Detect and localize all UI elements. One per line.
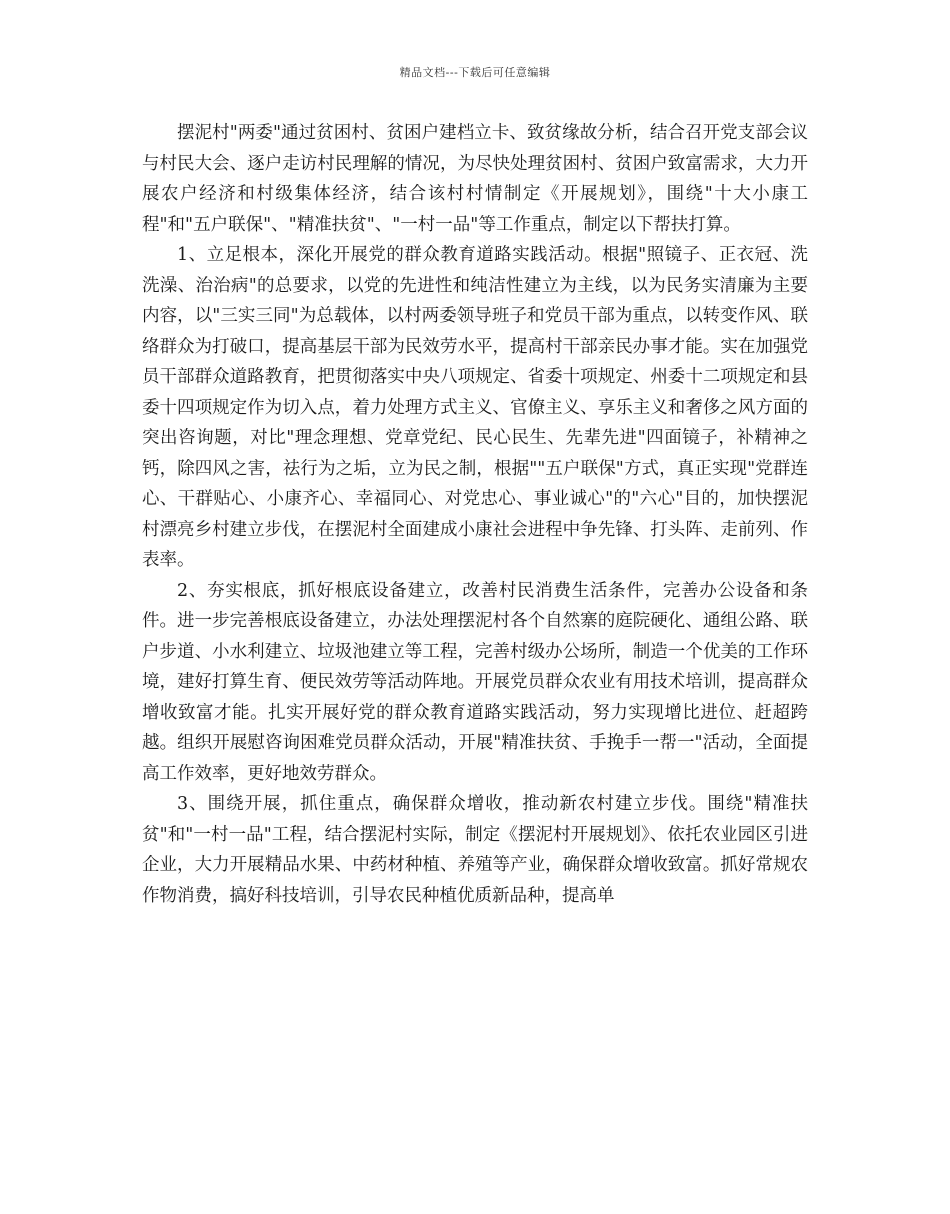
- paragraph-intro: 摆泥村"两委"通过贫困村、贫困户建档立卡、致贫缘故分析，结合召开党支部会议与村民大会、逐户走访村民理解的情况，为尽快处理贫困村、贫困户致富需求，大力开展农户经济和村级集体经济，结合该村村情制定《开展规划》，围绕"十大小康工程"和"五户联保"、"精准扶贫"、"一村一品"等工作重点，制定以下帮扶打算。: [142, 123, 808, 235]
- paragraph-item-1: 1、立足根本，深化开展党的群众教育道路实践活动。根据"照镜子、正衣冠、洗洗澡、治治病"的总要求，以党的先进性和纯洁性建立为主线，以为民务实清廉为主要内容，以"三实三同"为总载体，以村两委领导班子和党员干部为重点，以转变作风、联络群众为打破口，提高基层干部为民效劳水平，提高村干部亲民办事才能。实在加强党员干部群众道路教育，把贯彻落实中央八项规定、省委十项规定、州委十二项规定和县委十四项规定作为切入点，着力处理方式主义、官僚主义、享乐主义和奢侈之风方面的突出咨询题，对比"理念理想、党章党纪、民心民生、先辈先进"四面镜子，补精神之钙，除四风之害，祛行为之垢，立为民之制，根据""五户联保"方式，真正实现"党群连心、干群贴心、小康齐心、幸福同心、对党忠心、事业诚心"的"六心"目的，加快摆泥村漂亮乡村建立步伐，在摆泥村全面建成小康社会进程中争先锋、打头阵、走前列、作表率。: [142, 245, 808, 570]
- paragraph-item-3: 3、围绕开展，抓住重点，确保群众增收，推动新农村建立步伐。围绕"精准扶贫"和"一村一品"工程，结合摆泥村实际，制定《摆泥村开展规划》、依托农业园区引进企业，大力开展精品水果、中药材种植、养殖等产业，确保群众增收致富。抓好常规农作物消费，搞好科技培训，引导农民种植优质新品种，提高单: [142, 794, 808, 906]
- page-header: 精品文档---下载后可任意编辑: [399, 66, 551, 79]
- paragraph-item-2: 2、夯实根底，抓好根底设备建立，改善村民消费生活条件，完善办公设备和条件。进一步完善根底设备建立，办法处理摆泥村各个自然寨的庭院硬化、通组公路、联户步道、小水利建立、垃圾池建立等工程，完善村级办公场所，制造一个优美的工作环境，建好打算生育、便民效劳等活动阵地。开展党员群众农业有用技术培训，提高群众增收致富才能。扎实开展好党的群众教育道路实践活动，努力实现增比进位、赶超跨越。组织开展慰咨询困难党员群众活动，开展"精准扶贫、手挽手一帮一"活动，全面提高工作效率，更好地效劳群众。: [142, 580, 808, 784]
- document-body: [142, 118, 808, 911]
